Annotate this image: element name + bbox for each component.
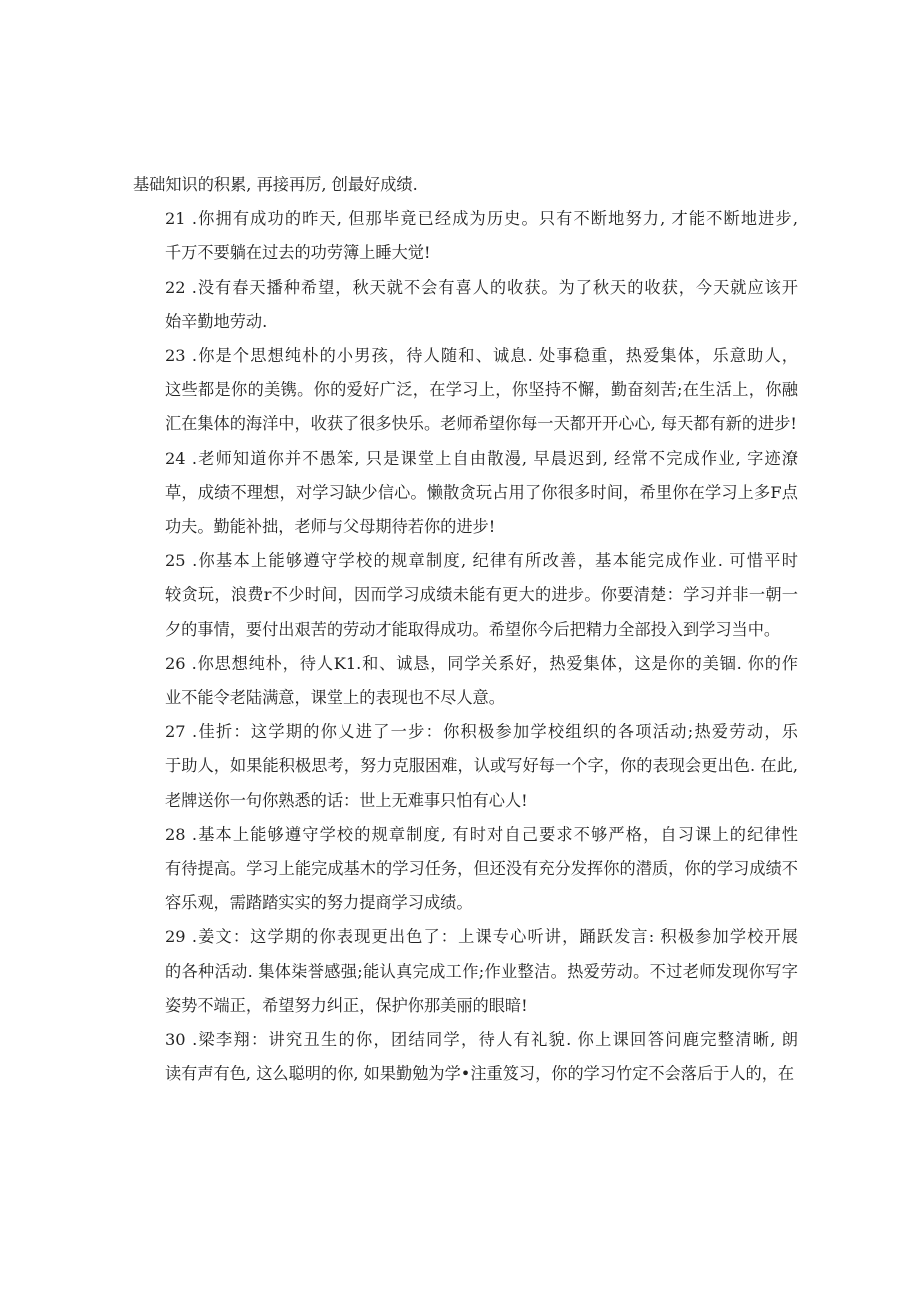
- line-text: 这些都是你的美镌。你的爱好广泛，在学习上，你坚持不懈，勤奋刻苦;在生活上，你融: [165, 380, 798, 400]
- paragraph-line: [133, 749, 798, 783]
- paragraph-line: [133, 202, 798, 236]
- paragraph-line: [133, 989, 798, 1023]
- line-text: 较贪玩，浪费r不少时间，因而学习成绩未能有更大的进步。你要清楚：学习并非一朝一: [165, 585, 798, 605]
- line-text: 的各种活动. 集体柒誉感强;能认真完成工作;作业整洁。热爱劳动。不过老师发现你写字: [165, 961, 798, 981]
- paragraph-25: [133, 544, 798, 647]
- paragraph-number: 22: [165, 277, 186, 297]
- line-text: .你思想纯朴，待人K1.和、诚恳，同学关系好，热爱集体，这是你的美锢. 你的作: [185, 653, 798, 673]
- paragraph-28: [133, 818, 798, 921]
- line-text: 有待提高。学习上能完成基木的学习任务，但还没有充分发挥你的潜质，你的学习成绩不: [165, 859, 798, 879]
- paragraph-line: [133, 407, 798, 441]
- paragraph-23: [133, 339, 798, 442]
- paragraph-line: [133, 613, 798, 647]
- paragraph-number: 29: [165, 927, 186, 947]
- line-text: .你是个思想纯朴的小男孩，待人随和、诚息. 处事稳重，热爱集体，乐意助人，: [185, 346, 798, 366]
- paragraph-number: 21: [165, 209, 186, 229]
- paragraph-line: [133, 305, 798, 339]
- paragraph-line: [133, 168, 798, 202]
- paragraph-22: [133, 271, 798, 339]
- line-text: 基础知识的积累, 再接再厉, 创最好成绩.: [133, 175, 418, 194]
- paragraph-line: [133, 852, 798, 886]
- document-body: [133, 168, 798, 1091]
- paragraph-line: [133, 647, 798, 681]
- paragraph-number: 27: [165, 722, 186, 742]
- paragraph-line: [133, 271, 798, 305]
- paragraph-line: [133, 681, 798, 715]
- line-text: 读有声有色, 这么聪明的你, 如果勤勉为学•注重笈习，你的学习竹定不会落后于人的，在: [165, 1064, 795, 1084]
- paragraph-line: [133, 1057, 798, 1091]
- line-text: 功夫。勤能补拙，老师与父母期待若你的进步!: [165, 517, 496, 537]
- paragraph-line: [133, 920, 798, 954]
- paragraph-number: 26: [165, 653, 186, 673]
- line-text: 汇在集体的海洋中，收获了很多快乐。老师希望你每一天都开开心心, 每天都有新的进步!: [165, 414, 797, 434]
- paragraph-21: [133, 202, 798, 270]
- paragraph-number: 28: [165, 824, 186, 844]
- paragraph-24: [133, 442, 798, 545]
- line-text: 容乐观，需踏踏实实的努力提商学习成绩。: [165, 893, 473, 913]
- line-text: 千万不要躺在过去的功劳簿上睡大觉!: [165, 243, 431, 263]
- line-text: .老师知道你并不愚笨, 只是课堂上自由散漫, 早晨迟到, 经常不完成作业, 字迹潦: [185, 448, 798, 468]
- paragraph-line: [133, 818, 798, 852]
- line-text: .你拥有成功的昨天, 但那毕竟已经成为历史。只有不断地努力, 才能不断地进步,: [185, 209, 798, 229]
- paragraph-line: [133, 715, 798, 749]
- paragraph-29: [133, 920, 798, 1023]
- line-text: 姿势不端正，希望努力纠正，保护你那美丽的眼暗!: [165, 995, 528, 1015]
- paragraph-line: [133, 510, 798, 544]
- paragraph-30: [133, 1023, 798, 1091]
- paragraph-number: 30: [165, 1030, 186, 1050]
- line-text: .没有春天播种希望，秋天就不会有喜人的收获。为了秋天的收获，今天就应该开: [185, 277, 798, 297]
- paragraph-line: [133, 373, 798, 407]
- paragraph-line: [133, 784, 798, 818]
- paragraph-number: 24: [165, 448, 186, 468]
- line-text: 于助人，如果能积极思考，努力克服困难，认或写好每一个字，你的表现会更出色. 在此,: [165, 756, 798, 776]
- paragraph-line: [133, 339, 798, 373]
- paragraph-line: [133, 1023, 798, 1057]
- line-text: .梁李翔：讲究丑生的你，团结同学，待人有礼貌. 你上课回答问鹿完整清晰, 朗: [185, 1030, 798, 1050]
- paragraph-line: [133, 236, 798, 270]
- line-text: 始辛勤地劳动.: [165, 311, 268, 331]
- line-text: .基本上能够遵守学校的规章制度, 有时对自己要求不够严格，自习课上的纪律性: [185, 824, 798, 844]
- paragraph-line: [133, 955, 798, 989]
- paragraph-line: [133, 476, 798, 510]
- paragraph-intro: [133, 168, 798, 202]
- line-text: .姜文：这学期的你表现更出色了：上课专心听讲，踊跃发言: 积极参加学校开展: [185, 927, 798, 947]
- line-text: 业不能令老陆满意，课堂上的表现也不尽人意。: [165, 688, 505, 708]
- line-text: .你基本上能够遵守学校的规章制度, 纪律有所改善，基本能完成作业. 可惜平时: [185, 551, 798, 571]
- paragraph-line: [133, 544, 798, 578]
- paragraph-number: 25: [165, 551, 186, 571]
- paragraph-27: [133, 715, 798, 818]
- paragraph-line: [133, 442, 798, 476]
- paragraph-line: [133, 578, 798, 612]
- line-text: 老牌送你一句你熟悉的话：世上无难事只怕有心人!: [165, 790, 528, 810]
- line-text: .佳折：这学期的你乂进了一步：你积极参加学校组织的各项活动;热爱劳动，乐: [185, 722, 798, 742]
- line-text: 夕的事情，要付出艰苦的劳动才能取得成功。希望你今后把精力全部投入到学习当中。: [165, 619, 781, 639]
- paragraph-26: [133, 647, 798, 715]
- line-text: 草，成绩不理想，对学习缺少信心。懒散贪玩占用了你很多时间，希里你在学习上多F点: [165, 482, 798, 502]
- paragraph-line: [133, 886, 798, 920]
- paragraph-number: 23: [165, 346, 186, 366]
